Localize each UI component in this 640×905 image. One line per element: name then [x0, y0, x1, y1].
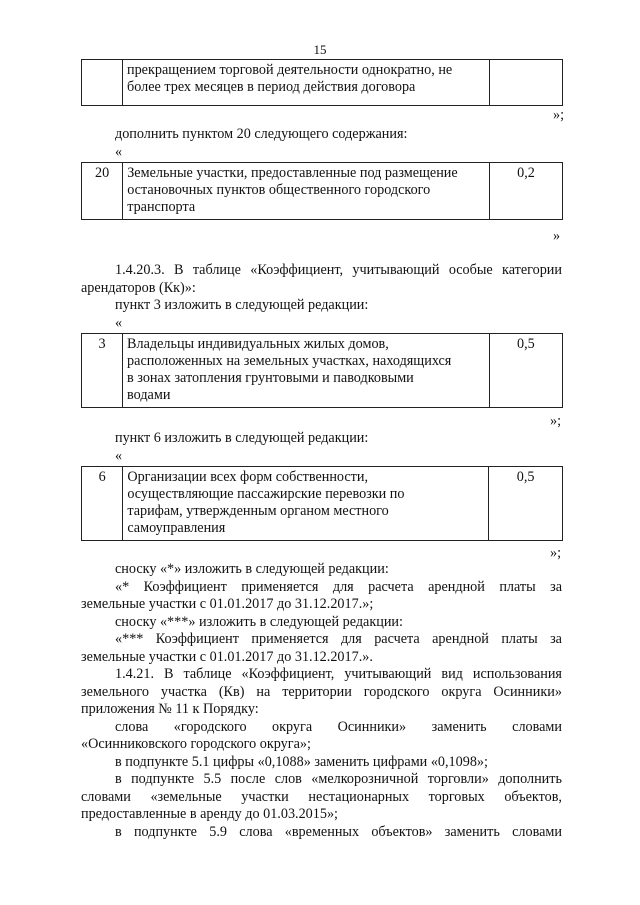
table-cell-number: 3	[82, 334, 123, 408]
word: В	[164, 666, 174, 682]
word: В	[174, 262, 184, 278]
table-text-line: Земельные участки, предоставленные под размещение	[127, 165, 458, 181]
word: платы	[499, 579, 536, 595]
table-text-line: более трех месяцев в период действия договора	[127, 79, 416, 95]
word: на	[256, 684, 271, 700]
table-text-line: тарифам, утвержденным органом местного	[127, 503, 389, 519]
word: учитывающий	[352, 262, 440, 278]
word: торговых	[428, 789, 485, 805]
table-cell-value: 0,5	[489, 467, 563, 541]
opening-quote: «	[115, 315, 123, 331]
paragraph-words-line1	[115, 719, 562, 736]
footnote-star-line1	[115, 579, 562, 596]
word: подпункте	[133, 824, 197, 840]
word: за	[550, 579, 562, 595]
word: словами	[512, 719, 562, 735]
word: за	[550, 631, 562, 647]
word: применяется	[251, 631, 329, 647]
word: дополнить	[498, 771, 562, 787]
paragraph-subpoint-5-5-line3: предоставленные в аренду до 01.03.2015»;	[81, 806, 339, 822]
opening-quote: «	[115, 448, 123, 464]
word: в	[115, 824, 122, 840]
word: земельного	[81, 684, 149, 700]
table-cell-text	[123, 163, 490, 220]
table-row	[82, 163, 563, 220]
paragraph-1-4-20-3-line2: арендаторов (Кк)»:	[81, 280, 196, 296]
word: нестационарных	[308, 789, 410, 805]
word: словами	[512, 824, 562, 840]
word: 1.4.21.	[115, 666, 155, 682]
word: для	[332, 579, 354, 595]
table-text-line: водами	[127, 387, 171, 403]
table-text-line: осуществляющие пассажирские перевозки по	[127, 486, 405, 502]
word: Коэффициент	[155, 631, 239, 647]
word: Осинники»	[337, 719, 407, 735]
table-text-line: Владельцы индивидуальных жилых домов,	[127, 336, 389, 352]
table-row	[82, 60, 563, 106]
word: «Коэффициент,	[241, 666, 335, 682]
word: расчета	[374, 631, 420, 647]
word: торговли»	[427, 771, 489, 787]
table-cell-text	[123, 334, 490, 408]
word: 1.4.20.3.	[115, 262, 165, 278]
word: платы	[501, 631, 538, 647]
closing-quote: »	[553, 228, 561, 244]
word: таблице	[192, 262, 241, 278]
word: «временных	[284, 824, 360, 840]
word: использования	[472, 666, 562, 682]
table-cell-text	[123, 467, 489, 541]
word: слова	[115, 719, 149, 735]
word: «земельные	[150, 789, 222, 805]
word: слова	[239, 824, 273, 840]
table-cell-number: 6	[82, 467, 123, 541]
footnote-three-stars-line1	[115, 631, 562, 648]
paragraph-subpoint-5-5-line1	[115, 771, 562, 788]
table-text-line: транспорта	[127, 199, 196, 215]
word: Осинники»	[493, 684, 562, 700]
paragraph-footnote-three-stars: сноску «***» изложить в следующей редакции:	[115, 614, 403, 630]
paragraph-words-line2: «Осинниковского городского округа»;	[81, 736, 311, 752]
word: учитывающий	[344, 666, 432, 682]
closing-quote: »;	[553, 107, 565, 123]
footnote-star-line2: земельные участки с 01.01.2017 до 31.12.2017.»;	[81, 596, 374, 612]
word: подпункте	[131, 771, 195, 787]
word: «*	[115, 579, 130, 595]
word: заменить	[444, 824, 500, 840]
word: «мелкорозничной	[311, 771, 419, 787]
paragraph-subpoint-5-9-line1	[115, 824, 562, 841]
word: «Коэффициент,	[250, 262, 344, 278]
word: арендной	[432, 631, 489, 647]
table-text-line: в зонах затопления грунтовыми и паводковыми	[127, 370, 414, 386]
table-point-20	[81, 162, 563, 220]
word: Коэффициент	[143, 579, 227, 595]
page-number: 15	[313, 42, 327, 57]
word: объектов,	[504, 789, 562, 805]
word: после	[230, 771, 266, 787]
table-cell-value: 0,5	[489, 334, 562, 408]
word: арендной	[428, 579, 485, 595]
word: слов	[274, 771, 302, 787]
paragraph-1-4-21-line2	[81, 684, 562, 701]
word: расчета	[368, 579, 414, 595]
word: территории	[282, 684, 352, 700]
word: городского	[363, 684, 430, 700]
paragraph-point-6: пункт 6 изложить в следующей редакции:	[115, 430, 369, 446]
word: вид	[441, 666, 463, 682]
word: особые	[448, 262, 493, 278]
table-cell-number	[82, 60, 123, 106]
opening-quote: «	[115, 144, 123, 160]
paragraph-1-4-20-3-line1	[115, 262, 562, 279]
footnote-three-stars-line2: земельные участки с 01.01.2017 до 31.12.2017.».	[81, 649, 373, 665]
word: в	[115, 771, 122, 787]
table-text-line: остановочных пунктов общественного городского	[127, 182, 431, 198]
word: участки	[241, 789, 289, 805]
table-continuation	[81, 59, 563, 106]
paragraph-footnote-star: сноску «*» изложить в следующей редакции:	[115, 561, 389, 577]
paragraph-1-4-21-line3: приложения № 11 к Порядку:	[81, 701, 259, 717]
word: округа	[272, 719, 313, 735]
paragraph-subpoint-5-1: в подпункте 5.1 цифры «0,1088» заменить цифрами «0,1098»;	[115, 754, 488, 770]
word: заменить	[431, 719, 487, 735]
paragraph-1-4-21-line1	[115, 666, 562, 683]
word: участка	[160, 684, 207, 700]
word: словами	[81, 789, 131, 805]
table-cell-value: 0,2	[490, 163, 563, 220]
table-cell-value	[489, 60, 562, 106]
word: применяется	[241, 579, 319, 595]
word: для	[340, 631, 362, 647]
closing-quote: »;	[550, 413, 562, 429]
table-point-3	[81, 333, 563, 408]
table-text-line: расположенных на земельных участках, находящихся	[127, 353, 452, 369]
paragraph-add-point-20: дополнить пунктом 20 следующего содержания:	[115, 126, 408, 142]
table-point-6	[81, 466, 563, 541]
table-text-line: Организации всех форм собственности,	[127, 469, 369, 485]
word: категории	[502, 262, 562, 278]
word: таблице	[183, 666, 232, 682]
closing-quote: »;	[550, 545, 562, 561]
table-text-line: прекращением торговой деятельности однократно, не	[127, 62, 453, 78]
table-row	[82, 334, 563, 408]
word: объектов»	[371, 824, 433, 840]
table-row	[82, 467, 563, 541]
word: «***	[115, 631, 144, 647]
table-text-line: самоуправления	[127, 520, 226, 536]
word: (Кв)	[218, 684, 245, 700]
word: «городского	[173, 719, 247, 735]
word: округа	[441, 684, 482, 700]
table-cell-text	[123, 60, 490, 106]
word: 5.9	[209, 824, 227, 840]
table-cell-number: 20	[82, 163, 123, 220]
paragraph-point-3: пункт 3 изложить в следующей редакции:	[115, 297, 369, 313]
paragraph-subpoint-5-5-line2	[81, 789, 562, 806]
word: 5.5	[203, 771, 222, 787]
